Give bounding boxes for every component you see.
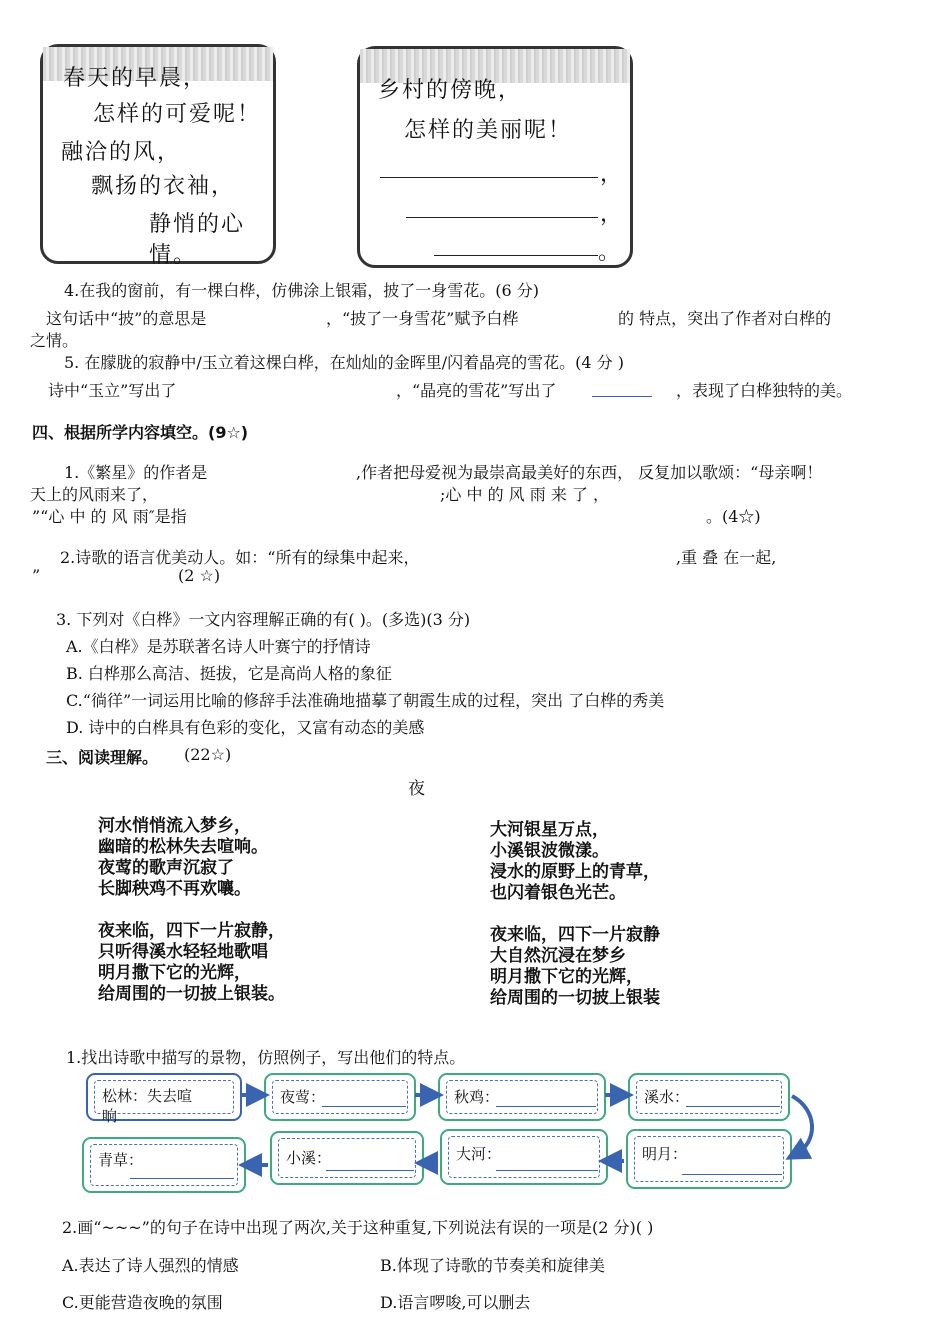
scene-label: 秋鸡： [454,1088,500,1106]
poem-line: 河水悄悄流入梦乡， [98,816,251,836]
poem-line: 夜莺的歌声沉寂了 [98,858,234,878]
scene-label-overflow: 响 [102,1107,118,1125]
section3-title: 三、阅读理解。 [46,748,159,767]
s4-q2-line2a: ” [32,566,41,585]
punct-3: 。 [598,240,623,265]
poem-line: 长脚秧鸡不再欢嚷。 [98,879,251,899]
scene-box-xiaoxi[interactable] [270,1131,424,1185]
poem-line: 浸水的原野上的青草， [490,862,660,882]
s4-q1-line3a: ”“心 中 的 风 雨″是指 [32,507,187,526]
q5-answer-2: ，“晶亮的雪花”写出了 [396,381,557,400]
card-left-line-4: 飘扬的衣袖， [91,174,236,199]
s4-q1-line3b: 。(4☆) [706,507,761,526]
scene-box-yangji[interactable] [438,1073,606,1121]
arrow-curve-icon [792,1096,812,1154]
blank-line-3[interactable] [434,255,598,256]
poem-line: 小溪银波微漾。 [490,841,609,861]
s4-q3-option-b[interactable]: B. 白桦那么高洁、挺拔，它是高尚人格的象征 [66,664,392,683]
answer-line[interactable] [496,1106,596,1107]
s3-q2-option-b[interactable]: B.体现了诗歌的节奏美和旋律美 [380,1256,605,1275]
poem-line: 幽暗的松林失去喧响。 [98,837,268,857]
s3-q2-stem: 2.画“~~~”的句子在诗中出现了两次,关于这种重复,下列说法有误的一项是(2 分)( ) [62,1218,654,1237]
s4-q1-line2b: ;心 中 的 风 雨 来 了 ， [440,485,609,504]
s3-q2-option-a[interactable]: A.表达了诗人强烈的情感 [62,1256,239,1275]
card-left-line-5: 静悄的心情。 [149,212,246,268]
scene-label: 夜莺： [280,1088,326,1106]
scene-box-mingyue[interactable] [626,1129,792,1189]
s4-q2-line1b: ,重 叠 在一起, [676,548,777,567]
s3-q2-option-c[interactable]: C.更能营造夜晚的氛围 [62,1293,223,1312]
card-left-line-3: 融洽的风， [61,140,182,165]
scene-box-dahe[interactable] [440,1129,608,1185]
q5-answer-1: 诗中“玉立”写出了 [48,381,177,400]
q4-answer-3: 的 特点，突出了作者对白桦的 [618,309,832,328]
s4-q3-option-a[interactable]: A.《白桦》是苏联著名诗人叶赛宁的抒情诗 [66,637,371,656]
poem-line: 只听得溪水轻轻地歌唱 [98,942,268,962]
s3-q2-option-d[interactable]: D.语言啰唆,可以删去 [380,1293,531,1312]
answer-line[interactable] [496,1170,598,1171]
q4-answer-1: 这句话中“披”的意思是 [46,309,207,328]
poem-line: 也闪着银色光芒。 [490,883,626,903]
card-right-line-1: 乡村的傍晚， [378,78,523,103]
poem-card-right [357,46,633,268]
punct-1: ， [600,162,625,187]
section4-title: 四、根据所学内容填空。(9☆) [32,423,249,442]
q5-answer-3: ，表现了白桦独特的美。 [676,381,853,400]
scene-label: 溪水： [644,1088,690,1106]
poem-card-left [40,44,276,268]
poem-right-column [490,820,660,1009]
poem-line: 大自然沉浸在梦乡 [490,946,626,966]
q5-blank[interactable] [592,396,652,397]
scene-label: 小溪： [286,1149,332,1167]
scene-box-yeying[interactable] [264,1073,416,1121]
poem-title: 夜 [408,779,425,799]
s3-q1-stem: 1.找出诗歌中描写的景物，仿照例子，写出他们的特点。 [66,1048,466,1067]
blank-line-1[interactable] [380,177,598,178]
answer-line[interactable] [326,1170,414,1171]
answer-line[interactable] [686,1106,780,1107]
poem-line: 明月撒下它的光辉， [490,967,643,987]
scene-label: 松林：失去喧 [102,1087,193,1105]
q4-stem: 4.在我的窗前，有一棵白桦，仿佛涂上银霜，披了一身雪花。(6 分) [64,281,540,300]
card-left-line-2: 怎样的可爱呢！ [93,102,262,127]
poem-line: 给周围的一切披上银装。 [98,984,285,1004]
blank-line-2[interactable] [406,217,598,218]
punct-2: ， [600,202,625,227]
s4-q3-stem: 3. 下列对《白桦》一文内容理解正确的有( )。(多选)(3 分) [56,610,471,629]
card-left-line-1: 春天的早晨， [63,66,208,91]
scene-label: 青草： [98,1151,144,1169]
answer-line[interactable] [682,1174,782,1175]
scene-box-songlin [86,1073,242,1125]
s4-q1-line2a: 天上的风雨来了， [30,485,159,504]
poem-line: 夜来临，四下一片寂静 [490,925,660,945]
s4-q2-line2b: (2 ☆) [178,566,221,585]
scene-label: 明月： [642,1145,688,1163]
card-right-line-2: 怎样的美丽呢！ [404,118,573,143]
poem-line: 大河银星万点， [490,820,609,840]
poem-left-column [98,816,285,1005]
scene-label: 大河： [456,1145,502,1163]
scene-box-qingcao[interactable] [82,1137,246,1193]
s4-q3-option-c[interactable]: C.“徜徉”一词运用比喻的修辞手法准确地描摹了朝霞生成的过程，突出 了白桦的秀美 [66,691,665,710]
scene-box-xishui[interactable] [628,1073,790,1121]
answer-line[interactable] [130,1178,234,1179]
poem-line: 给周围的一切披上银装 [490,988,660,1008]
q5-stem: 5. 在朦胧的寂静中/玉立着这棵白桦，在灿灿的金晖里/闪着晶亮的雪花。(4 分 ) [64,353,624,372]
poem-line: 夜来临，四下一片寂静， [98,921,285,941]
s4-q3-option-d[interactable]: D. 诗中的白桦具有色彩的变化，又富有动态的美感 [66,718,425,737]
answer-line[interactable] [322,1106,406,1107]
section3-score: (22☆) [184,745,232,764]
s4-q2-line1a: 2.诗歌的语言优美动人。如：“所有的绿集中起来， [60,548,420,567]
s4-q1-line1a: 1.《繁星》的作者是 [64,463,208,482]
q4-answer-4: 之情。 [30,331,79,350]
poem-line: 明月撒下它的光辉， [98,963,251,983]
q4-answer-2: ，“披了一身雪花”赋予白桦 [326,309,519,328]
s4-q1-line1b: ,作者把母爱视为最崇高最美好的东西， 反复加以歌颂：“母亲啊！ [356,463,823,482]
